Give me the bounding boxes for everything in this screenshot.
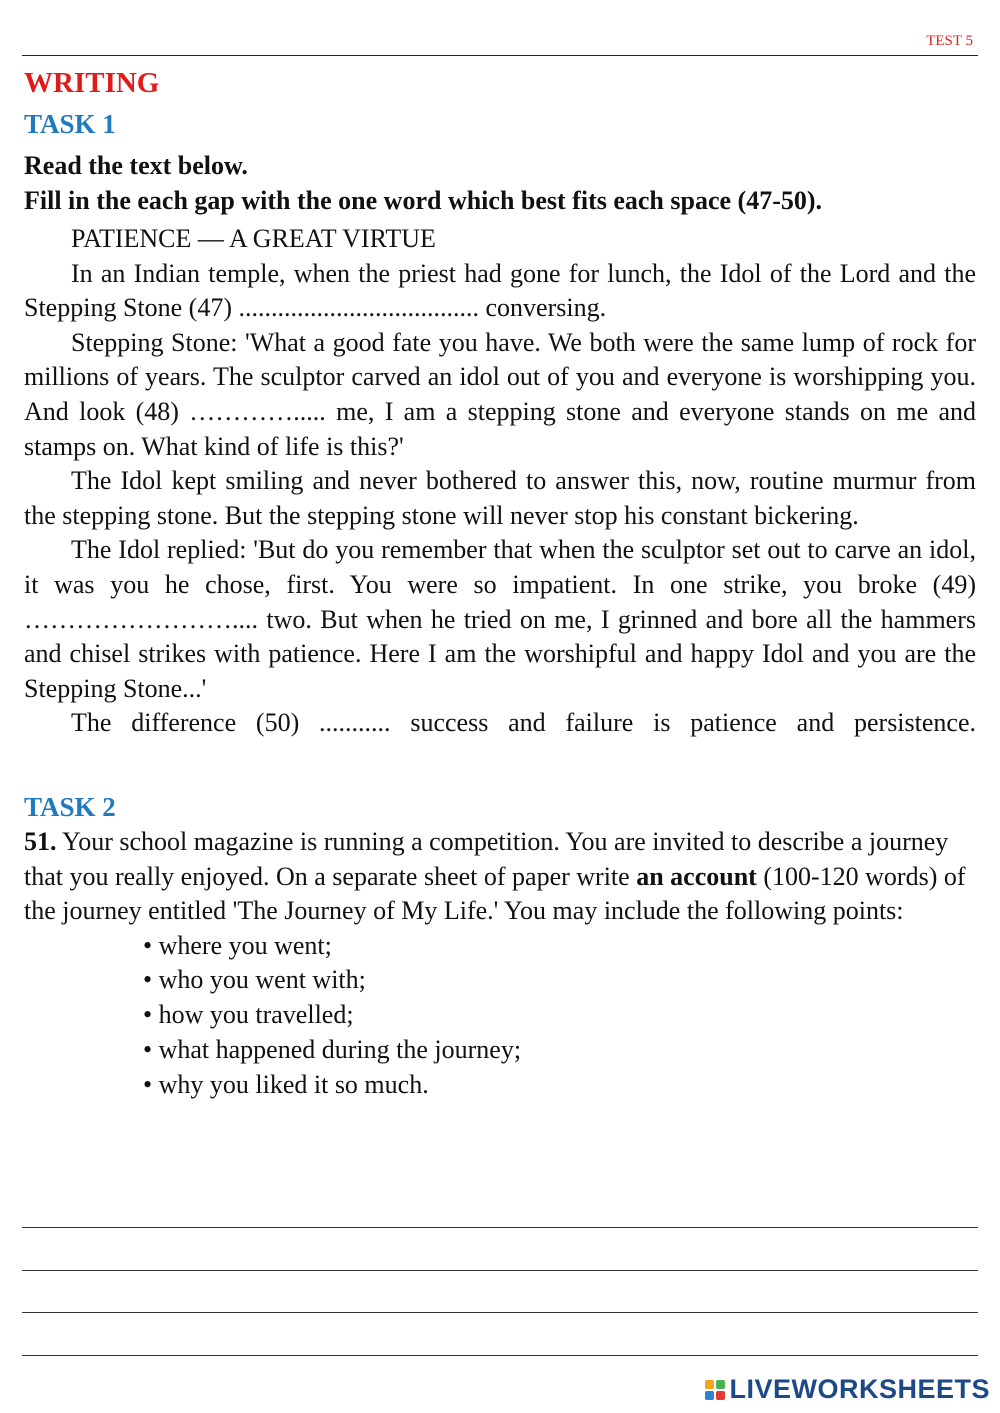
test-label: TEST 5 [926, 33, 973, 49]
header-rule [22, 55, 978, 56]
liveworksheets-logo-icon [705, 1380, 725, 1400]
list-item: • what happened during the journey; [143, 1035, 522, 1065]
list-item: • how you travelled; [143, 1000, 354, 1030]
answer-line[interactable] [22, 1312, 978, 1313]
story-paragraph-5: The difference (50) ........... success and failure is patience and persistence. [71, 708, 976, 738]
logo-square-icon [716, 1391, 725, 1400]
task1-title: TASK 1 [24, 109, 116, 139]
story-paragraph-1: In an Indian temple, when the priest had gone for lunch, the Idol of the Lord and the Stepping Stone (47) ..................................... conversing. [24, 258, 976, 323]
story-paragraph-2: Stepping Stone: 'What a good fate you have. We both were the same lump of rock for millions of years. The sculptor carved an idol out of you and everyone is worshipping you. And look (48) …………..... me, I am a stepping stone and everyone stands on me and stamps on. What kind of life is this?' [24, 327, 976, 461]
task2-prompt [24, 825, 976, 929]
task2-points-list [24, 929, 976, 1103]
story-paragraph-4: The Idol replied: 'But do you remember that when the sculptor set out to carve an idol, it was you he chose, first. You were so impatient. In one strike, you broke (49) …………………….... two. But when he tried on me, I grinned and bore all the hammers and chisel strikes with patience. Here I am the worshipful and happy Idol and you are the Stepping Stone...' [24, 535, 976, 703]
task2-prompt-bold: an account [636, 861, 757, 891]
liveworksheets-brand[interactable] [705, 1374, 990, 1405]
story-title: PATIENCE — A GREAT VIRTUE [71, 224, 436, 253]
answer-line[interactable] [22, 1227, 978, 1228]
task2-title: TASK 2 [24, 791, 116, 822]
task2-section [24, 789, 976, 1103]
list-item: • who you went with; [143, 965, 366, 995]
answer-line[interactable] [22, 1270, 978, 1271]
logo-square-icon [705, 1391, 714, 1400]
brand-name: LIVEWORKSHEETS [729, 1374, 990, 1404]
answer-line[interactable] [22, 1355, 978, 1356]
task2-number: 51. [24, 826, 57, 856]
list-item: • why you liked it so much. [143, 1069, 429, 1099]
logo-square-icon [716, 1380, 725, 1389]
logo-square-icon [705, 1380, 714, 1389]
section-title: WRITING [24, 67, 160, 99]
worksheet-content [24, 64, 976, 1103]
task1-instruction-1: Read the text below. [24, 151, 248, 180]
task1-instruction-2: Fill in the each gap with the one word which best fits each space (47-50). [24, 186, 823, 215]
story-paragraph-3: The Idol kept smiling and never bothered to answer this, now, routine murmur from the stepping stone. But the stepping stone will never stop his constant bickering. [24, 466, 976, 530]
task2-prompt-part2: (100-120 words) of the journey entitled 'The Journey of My Life.' You may include the following points: [24, 861, 966, 926]
list-item: • where you went; [143, 930, 332, 960]
task2-prompt-part1: Your school magazine is running a competition. You are invited to describe a journey that you really enjoyed. On a separate sheet of paper write [24, 826, 949, 891]
